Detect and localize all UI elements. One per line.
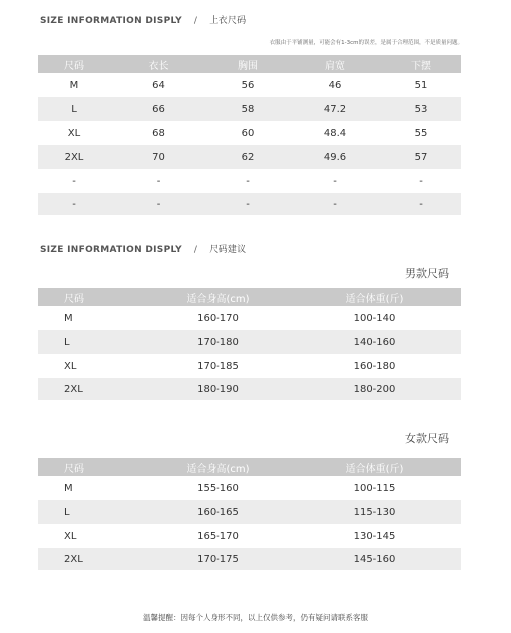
table-cell: 100-115: [353, 482, 396, 494]
table-cell: XL: [64, 530, 77, 542]
footer-reminder: 温馨提醒：因每个人身形不同，以上仅供参考，仍有疑问请联系客服: [143, 613, 368, 622]
section-title-en: SIZE INFORMATION DISPLY: [40, 16, 182, 26]
section-title-top: [40, 13, 246, 26]
table-cell: 160-170: [197, 312, 239, 324]
women-size-title: 女款尺码: [405, 432, 449, 445]
table-cell: XL: [67, 127, 81, 139]
table-cell: -: [381, 193, 461, 215]
table-cell: XL: [64, 360, 77, 372]
table-cell: 115-130: [288, 500, 461, 524]
table-row: [38, 145, 461, 169]
table-cell: -: [156, 175, 161, 187]
header-cell: 适合体重(斤): [288, 288, 461, 306]
header-cell: 下摆: [381, 55, 461, 73]
table-cell: 100-140: [353, 312, 396, 324]
table-cell: -: [72, 175, 76, 187]
table-cell: 46: [328, 79, 342, 91]
section-title-slash: /: [193, 16, 198, 26]
table-row: [38, 73, 461, 97]
table-cell: 160-165: [148, 500, 288, 524]
section-title-suggest: [40, 242, 246, 255]
table-row: [38, 548, 461, 570]
table-cell: -: [289, 193, 381, 215]
table-cell: 62: [207, 145, 289, 169]
table-cell: 165-170: [197, 530, 239, 542]
table-cell: -: [333, 175, 337, 187]
section-title-zh: 尺码建议: [209, 245, 247, 255]
table-header-row: [38, 458, 461, 476]
table-row: [38, 97, 461, 121]
table-cell: -: [110, 193, 207, 215]
table-cell: 155-160: [197, 482, 239, 494]
table-row: [38, 524, 461, 548]
table-cell: 180-190: [148, 378, 288, 400]
header-cell: 衣长: [110, 55, 207, 73]
table-cell: 180-200: [288, 378, 461, 400]
table-cell: 66: [110, 97, 207, 121]
table-row: [38, 378, 461, 400]
table-cell: 64: [152, 79, 165, 91]
section-title-zh: 上衣尺码: [209, 16, 247, 26]
table-cell: 2XL: [38, 145, 110, 169]
header-cell: 适合身高(cm): [148, 458, 288, 476]
table-row: [38, 306, 461, 330]
table-cell: 140-160: [288, 330, 461, 354]
table-cell: -: [38, 193, 110, 215]
table-cell: L: [38, 330, 148, 354]
table-cell: 55: [414, 127, 428, 139]
table-row: [38, 354, 461, 378]
table-row: [38, 500, 461, 524]
table-cell: 2XL: [38, 378, 148, 400]
table-cell: 53: [381, 97, 461, 121]
header-cell: 尺码: [38, 55, 110, 73]
table-header-row: [38, 288, 461, 306]
table-cell: 56: [241, 79, 255, 91]
measurement-note: 衣服由于平铺测量，可能会有1-3cm的误差，是属于合理范围，不是质量问题。: [269, 40, 463, 46]
table-row: [38, 169, 461, 193]
table-cell: 58: [207, 97, 289, 121]
table-cell: 47.2: [289, 97, 381, 121]
header-cell: 肩宽: [289, 55, 381, 73]
table-cell: 51: [414, 79, 428, 91]
table-cell: M: [69, 79, 79, 91]
table-row: [38, 476, 461, 500]
table-cell: 60: [241, 127, 255, 139]
table-cell: 57: [381, 145, 461, 169]
header-cell: 胸围: [207, 55, 289, 73]
table-row: [38, 121, 461, 145]
table-cell: M: [64, 312, 73, 324]
table-cell: -: [419, 175, 423, 187]
table-cell: 48.4: [323, 127, 347, 139]
header-cell: 尺码: [38, 288, 148, 306]
table-row: [38, 330, 461, 354]
men-size-title: 男款尺码: [405, 267, 449, 280]
men-size-table: [38, 288, 461, 400]
table-cell: 160-180: [353, 360, 396, 372]
table-cell: 68: [152, 127, 165, 139]
table-cell: 170-180: [148, 330, 288, 354]
table-cell: L: [38, 500, 148, 524]
table-cell: -: [246, 175, 250, 187]
table-header-row: [38, 55, 461, 73]
header-cell: 尺码: [38, 458, 148, 476]
table-row: [38, 193, 461, 215]
header-cell: 适合身高(cm): [148, 288, 288, 306]
header-cell: 适合体重(斤): [288, 458, 461, 476]
table-cell: -: [207, 193, 289, 215]
table-cell: 130-145: [353, 530, 396, 542]
women-size-table: [38, 458, 461, 570]
table-cell: L: [38, 97, 110, 121]
top-size-table: [38, 55, 461, 215]
table-cell: M: [64, 482, 73, 494]
table-cell: 49.6: [289, 145, 381, 169]
section-title-en: SIZE INFORMATION DISPLY: [40, 245, 182, 255]
table-cell: 170-175: [148, 548, 288, 570]
section-title-slash: /: [193, 245, 198, 255]
table-cell: 70: [110, 145, 207, 169]
table-cell: 2XL: [38, 548, 148, 570]
table-cell: 170-185: [197, 360, 239, 372]
table-cell: 145-160: [288, 548, 461, 570]
